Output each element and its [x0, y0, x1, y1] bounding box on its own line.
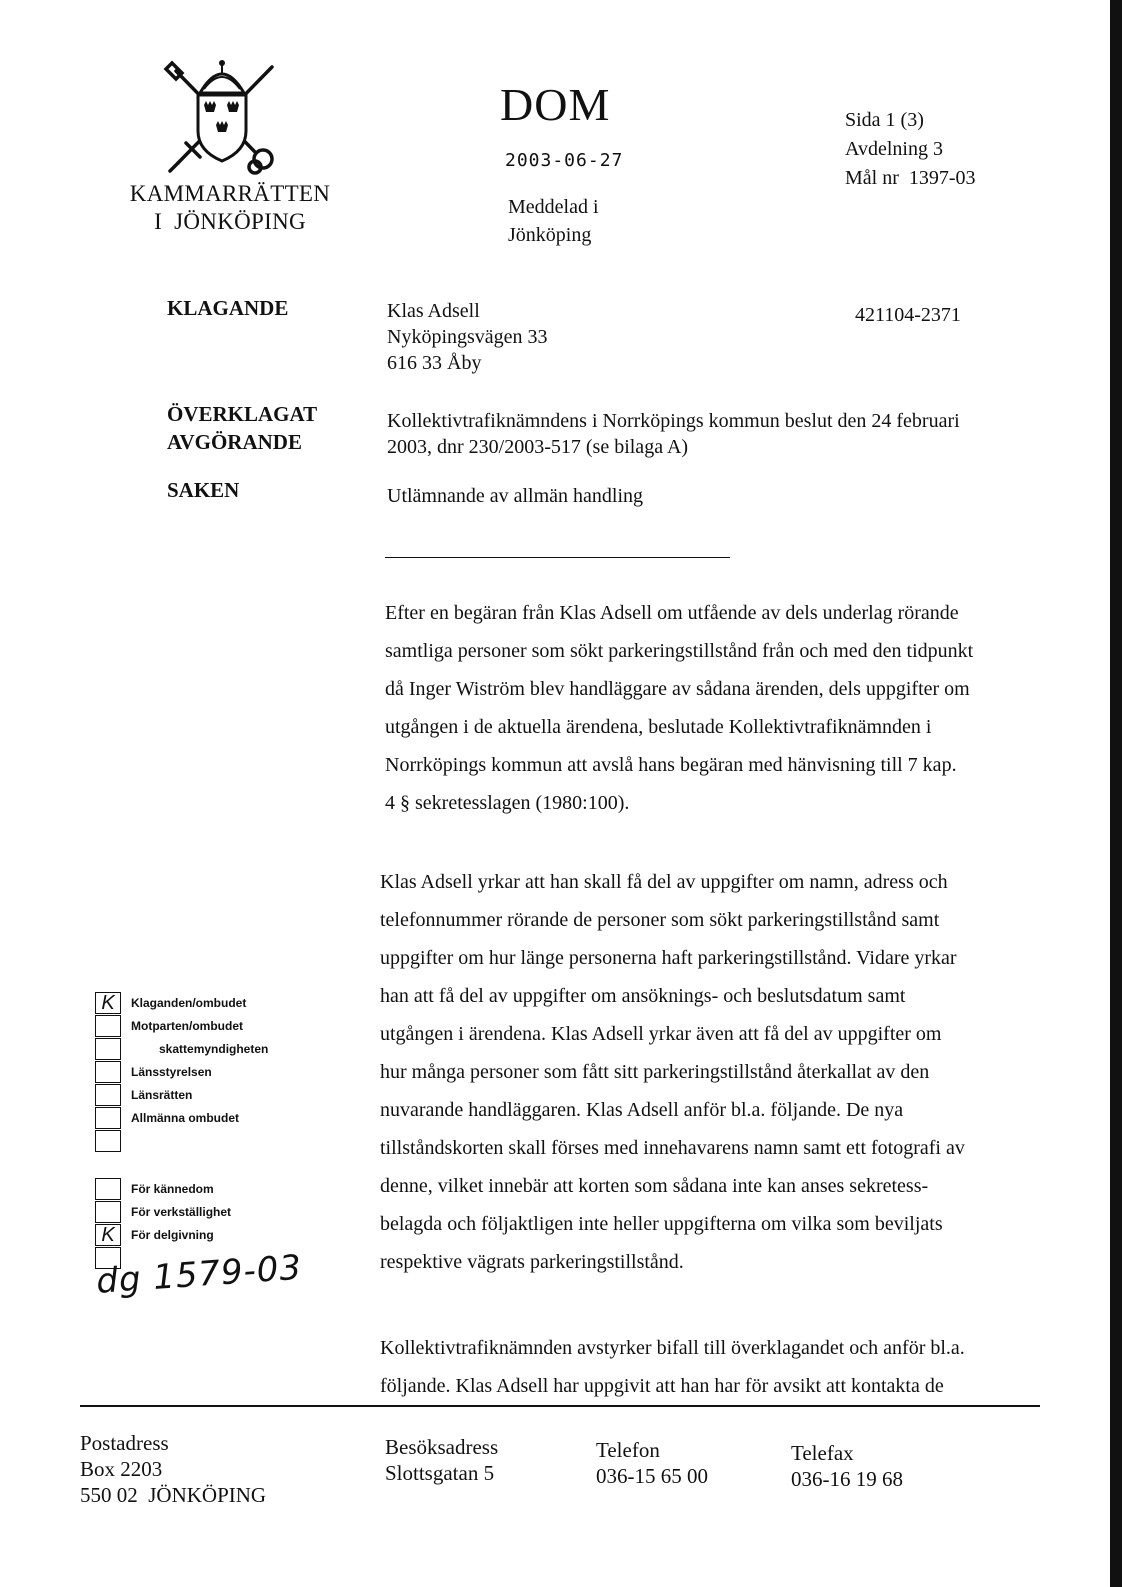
- visit-label: Besöksadress: [385, 1435, 499, 1459]
- stamp-checkbox[interactable]: [95, 1015, 121, 1037]
- visit-line1: Slottsgatan 5: [385, 1461, 495, 1485]
- body-paragraph-1: Efter en begäran från Klas Adsell om utfående av dels underlag rörande samtliga personer som sökt parkeringstillstånd från och med den tidpunkt då Inger Wiström blev handläggare av sådana ärenden, dels uppgifter om utgången i de aktuella ärendena, beslutade Kollektivtrafiknämnden i Norrköpings kommun att avslå hans begäran med hänvisning till 7 kap. 4 § sekretesslagen (1980:100).: [385, 602, 974, 814]
- postal-line2: 550 02 JÖNKÖPING: [80, 1483, 267, 1507]
- overklagat-label: [167, 400, 317, 456]
- phone-label: Telefon: [596, 1438, 660, 1462]
- court-name-line1: KAMMARRÄTTEN: [129, 181, 331, 206]
- overklagat-label-line1: ÖVERKLAGAT: [167, 402, 318, 426]
- stamp-checkbox[interactable]: [95, 1224, 121, 1246]
- footer-postal-address: [80, 1430, 266, 1508]
- case-number: Mål nr 1397-03: [845, 167, 976, 189]
- division: Avdelning 3: [845, 138, 943, 160]
- saken-label: SAKEN: [167, 478, 240, 502]
- stamp-checkbox-label: För kännedom: [131, 1182, 214, 1196]
- overklagat-line1: Kollektivtrafiknämndens i Norrköpings kommun beslut den 24 februari: [387, 410, 960, 432]
- stamp-checkbox[interactable]: [95, 1107, 121, 1129]
- saken-text: Utlämnande av allmän handling: [387, 485, 644, 507]
- court-name-line2: I JÖNKÖPING: [154, 209, 306, 234]
- stamp-checkbox[interactable]: [95, 1178, 121, 1200]
- klagande-street: Nyköpingsvägen 33: [387, 326, 548, 348]
- stamp-checkbox-label: Länsrätten: [131, 1088, 193, 1102]
- overklagat-line2: 2003, dnr 230/2003-517 (se bilaga A): [387, 436, 689, 458]
- phone-value: 036-15 65 00: [596, 1464, 708, 1488]
- stamp-checkbox[interactable]: [95, 1061, 121, 1083]
- page-info: [845, 106, 976, 193]
- klagande-name: Klas Adsell: [387, 300, 480, 322]
- body-paragraph-2: Klas Adsell yrkar att han skall få del av uppgifter om namn, adress och telefonnummer rörande de personer som sökt parkeringstillstånd samt uppgifter om hur länge personerna haft parkeringstillstånd. Vidare yrkar han att få del av uppgifter om ansöknings- och beslutsdatum samt utgången i ärendena. Klas Adsell yrkar även att få del av uppgifter om hur många personer som fått sitt parkeringstillstånd återkallat av den nuvarande handläggaren. Klas Adsell anför bl.a. följande. De nya tillståndskorten skall förses med innehavarens namn samt ett fotografi av denne, vilket innebär att korten som sådana inte kan anses sekretess- belagda och följaktligen inte heller uppgifterna om vilka som beviljats respektive vägrats parkeringstillstånd.: [380, 871, 965, 1273]
- document-title: DOM: [500, 79, 611, 130]
- stamp-checkbox-label: Klaganden/ombudet: [131, 996, 247, 1010]
- stamp-checkbox-label: skattemyndigheten: [159, 1042, 269, 1056]
- klagande-city: 616 33 Åby: [387, 352, 482, 374]
- issued-line2: Jönköping: [508, 224, 592, 246]
- stamp-checkbox[interactable]: [95, 1130, 121, 1152]
- fax-label: Telefax: [791, 1441, 854, 1465]
- check-mark: K: [101, 992, 115, 1014]
- stamp-checkbox-label: Länsstyrelsen: [131, 1065, 212, 1079]
- stamp-checkbox-label: Motparten/ombudet: [131, 1019, 243, 1033]
- postal-line1: Box 2203: [80, 1457, 163, 1481]
- body-paragraph-3: Kollektivtrafiknämnden avstyrker bifall till överklagandet och anför bl.a. följande. Klas Adsell har uppgivit att han har för avsikt att kontakta de: [380, 1337, 965, 1397]
- stamp-checkbox-label: För verkställighet: [131, 1205, 232, 1219]
- coat-of-arms-icon: [160, 55, 285, 180]
- distribution-stamp: [95, 992, 295, 1292]
- check-mark: K: [101, 1224, 115, 1246]
- klagande-personal-number: 421104-2371: [855, 304, 961, 326]
- footer-rule: [80, 1405, 1040, 1407]
- page-number: Sida 1 (3): [845, 109, 924, 131]
- stamp-checkbox[interactable]: [95, 1038, 121, 1060]
- court-name: [120, 180, 340, 236]
- stamp-checkbox[interactable]: [95, 992, 121, 1014]
- footer-fax: [791, 1440, 903, 1492]
- issued-place: [508, 193, 599, 249]
- footer-visit-address: [385, 1434, 498, 1486]
- separator-line: [385, 557, 730, 558]
- klagande-address: [387, 298, 548, 376]
- overklagat-label-line2: AVGÖRANDE: [167, 430, 302, 454]
- klagande-label: KLAGANDE: [167, 296, 289, 320]
- scan-edge: [1110, 0, 1122, 1587]
- postal-label: Postadress: [80, 1431, 169, 1455]
- issued-line1: Meddelad i: [508, 196, 599, 218]
- stamp-checkbox-label: Allmänna ombudet: [131, 1111, 240, 1125]
- stamp-checkbox[interactable]: [95, 1084, 121, 1106]
- footer-phone: [596, 1437, 708, 1489]
- stamp-checkbox-label: För delgivning: [131, 1228, 214, 1242]
- handwritten-note: dg 1579-03: [95, 1247, 304, 1302]
- stamp-checkbox[interactable]: [95, 1201, 121, 1223]
- fax-value: 036-16 19 68: [791, 1467, 903, 1491]
- document-date: 2003-06-27: [505, 150, 624, 171]
- overklagat-decision: [387, 408, 1027, 460]
